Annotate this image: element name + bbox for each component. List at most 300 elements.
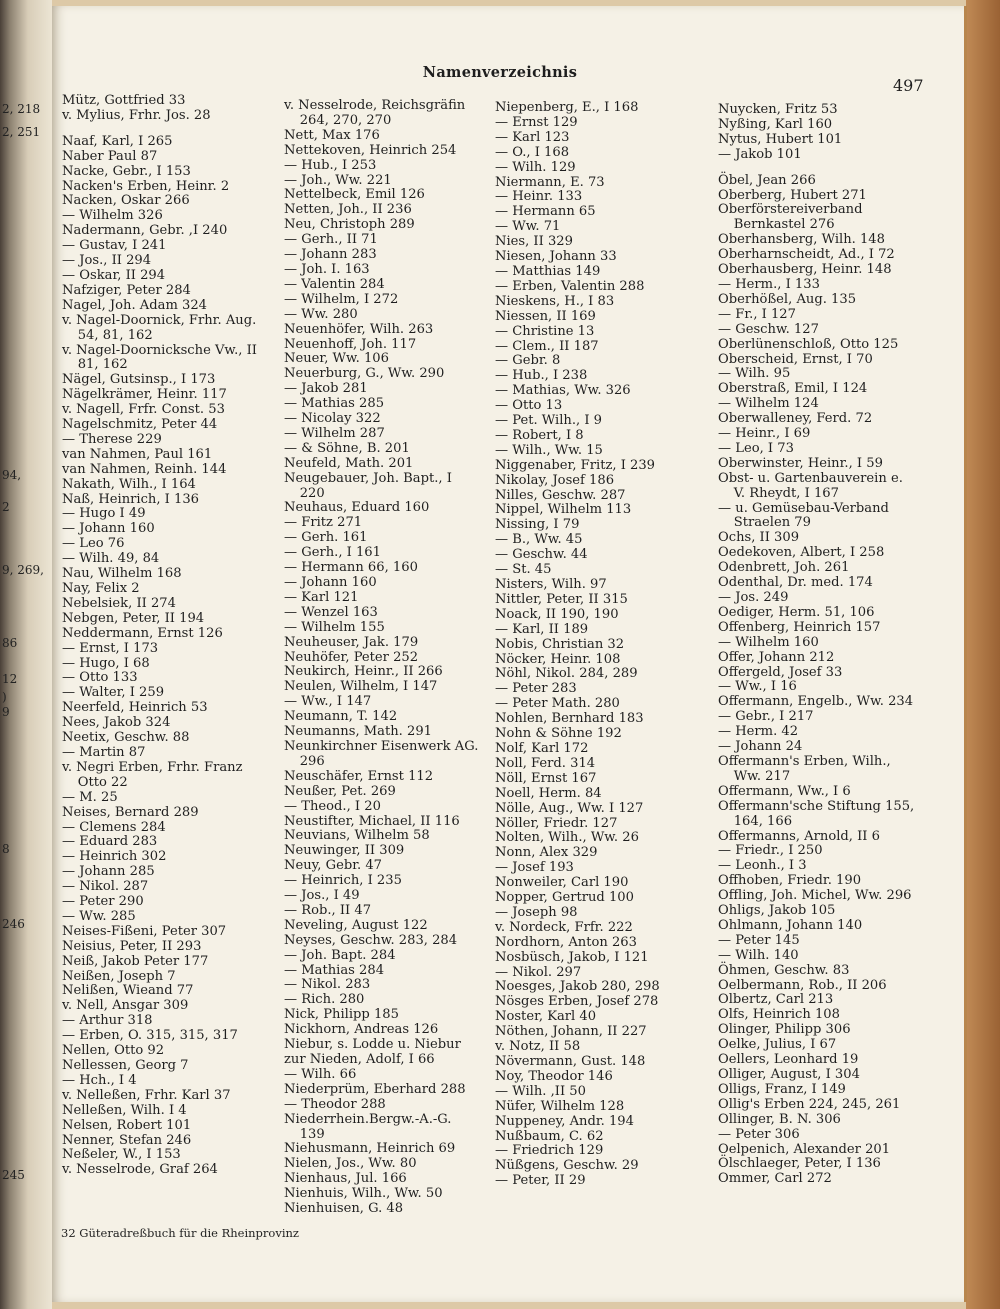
index-entry: Niermann, E. 73 [495, 174, 605, 190]
index-entry: Nagelschmitz, Peter 44 [62, 417, 218, 433]
index-entry: v. Notz, II 58 [495, 1039, 581, 1055]
index-entry: — Heinr. 133 [495, 189, 583, 205]
index-entry: — Joseph 98 [495, 904, 578, 920]
index-entry: — Friedrich 129 [495, 1143, 604, 1159]
index-entry: v. Nordeck, Frfr. 222 [495, 919, 633, 935]
index-entry: Neuenhoff, Joh. 117 [284, 336, 417, 352]
index-entry: Neßeler, W., I 153 [62, 1147, 181, 1163]
index-entry: — Theod., I 20 [284, 798, 381, 814]
index-entry: Nöll, Ernst 167 [495, 770, 597, 786]
index-entry: — Leonh., I 3 [718, 858, 807, 874]
index-entry: Niggenaber, Fritz, I 239 [495, 457, 656, 473]
index-entry: Nisters, Wilh. 97 [495, 577, 607, 592]
index-entry: Nonn, Alex 329 [495, 845, 598, 861]
index-entry: — Arthur 318 [62, 1013, 153, 1029]
index-entry: Offermanns, Arnold, II 6 [718, 828, 880, 844]
index-entry: — Nikol. 297 [495, 964, 582, 980]
index-entry: — Joh. I. 163 [284, 261, 370, 277]
index-entry: Nüßgens, Geschw. 29 [495, 1158, 639, 1174]
index-entry: Neuy, Gebr. 47 [284, 858, 383, 874]
index-entry: Neugebauer, Joh. Bapt., I 220 [284, 470, 452, 501]
index-entry: Oberscheid, Ernst, I 70 [718, 351, 873, 367]
index-entry: v. Nesselrode, Reichsgräfin 264, 270, 270 [284, 98, 466, 128]
index-entry: Niebur, s. Lodde u. Niebur [284, 1037, 461, 1053]
page-footer [61, 1226, 299, 1240]
index-entry: Offer, Johann 212 [718, 649, 835, 665]
index-entry: Nuycken, Fritz 53 [718, 102, 838, 117]
index-entry: Neißen, Joseph 7 [62, 968, 176, 984]
index-entry: van Nahmen, Reinh. 144 [62, 461, 227, 477]
index-column-2 [284, 99, 480, 1217]
index-entry: Öhmen, Geschw. 83 [718, 962, 850, 978]
index-entry: — Heinrich 302 [62, 849, 167, 865]
index-entry: Offhoben, Friedr. 190 [718, 873, 862, 889]
index-entry: Ölschlaeger, Peter, I 136 [718, 1156, 881, 1172]
previous-page-edge [0, 0, 52, 1309]
index-entry: Niessen, II 169 [495, 308, 596, 324]
index-entry: Neuhaus, Eduard 160 [284, 500, 430, 516]
index-entry: — Johann 160 [284, 575, 377, 590]
index-entry: — Wilh., Ww. 15 [495, 442, 603, 458]
index-entry: Növermann, Gust. 148 [495, 1054, 646, 1069]
index-entry: Nytus, Hubert 101 [718, 131, 843, 147]
index-entry: Offenberg, Heinrich 157 [718, 619, 881, 635]
index-entry: Naß, Heinrich, I 136 [62, 491, 199, 507]
index-entry: v. Nagel-Doornicksche Vw., II 81, 162 [62, 342, 257, 373]
footer-title: Güteradreßbuch für die Rheinprovinz [79, 1226, 299, 1240]
index-column-1 [62, 94, 272, 1178]
index-entry: Nohlen, Bernhard 183 [495, 711, 644, 727]
index-entry: — M. 25 [62, 789, 118, 805]
index-entry: — Gerh., II 71 [284, 232, 378, 248]
index-entry: v. Nell, Ansgar 309 [62, 998, 189, 1014]
index-entry: Oberstraß, Emil, I 124 [718, 381, 868, 397]
index-entry: Nieskens, H., I 83 [495, 293, 615, 309]
index-entry: Nägelkrämer, Heinr. 117 [62, 387, 227, 403]
index-entry: Odenthal, Dr. med. 174 [718, 575, 873, 591]
index-entry: Offling, Joh. Michel, Ww. 296 [718, 888, 912, 904]
index-entry: Niederrhein.Bergw.-A.-G. 139 [284, 1111, 452, 1142]
index-entry: Ollig's Erben 224, 245, 261 [718, 1096, 901, 1112]
index-entry: — Eduard 283 [62, 834, 158, 850]
index-entry: — Gebr., I 217 [718, 709, 814, 725]
index-entry: — O., I 168 [495, 144, 570, 160]
index-entry: — Josef 193 [495, 860, 574, 876]
page-header: Namenverzeichnis [422, 64, 578, 81]
index-entry: Noy, Theodor 146 [495, 1068, 613, 1084]
index-entry: Nett, Max 176 [284, 127, 380, 143]
previous-page-fragment: 94, [2, 468, 22, 482]
index-entry: — Johann 160 [62, 521, 155, 537]
index-entry: van Nahmen, Paul 161 [62, 446, 213, 462]
index-entry: — Hub., I 238 [495, 368, 588, 384]
index-entry: Neetix, Geschw. 88 [62, 730, 190, 746]
index-entry: Neumann, T. 142 [284, 709, 398, 725]
index-entry: Ollinger, B. N. 306 [718, 1111, 841, 1127]
index-entry: — Wilhelm 155 [284, 619, 385, 635]
index-entry: — Wilhelm 160 [718, 634, 819, 650]
index-entry: Nuppeney, Andr. 194 [495, 1113, 634, 1129]
index-entry: Neuerburg, G., Ww. 290 [284, 366, 445, 382]
index-entry: v. Nelleßen, Frhr. Karl 37 [62, 1087, 231, 1103]
index-entry: Ochs, II 309 [718, 530, 800, 546]
index-entry: Nelleßen, Wilh. I 4 [62, 1102, 187, 1118]
index-entry: Noster, Karl 40 [495, 1009, 597, 1025]
index-entry: — Pet. Wilh., I 9 [495, 413, 603, 429]
index-entry: — Mathias 284 [284, 962, 385, 978]
index-entry: Neuer, Ww. 106 [284, 351, 389, 367]
index-entry: — Wilh. 129 [495, 159, 576, 175]
index-entry: Nösges Erben, Josef 278 [495, 994, 659, 1010]
previous-page-fragment: 86 [2, 636, 18, 650]
index-entry: — Jos., II 294 [62, 253, 152, 269]
index-entry: — Leo, I 73 [718, 440, 794, 456]
index-entry: — Wilh. 140 [718, 947, 799, 963]
index-entry: Oelbermann, Rob., II 206 [718, 977, 887, 993]
index-entry: Nöcker, Heinr. 108 [495, 651, 621, 667]
index-entry: Neukirch, Heinr., II 266 [284, 664, 443, 680]
index-entry: Nippel, Wilhelm 113 [495, 502, 632, 518]
index-entry: — Ww. 285 [62, 908, 136, 924]
index-entry: — Geschw. 127 [718, 321, 819, 337]
index-entry: — Ernst 129 [495, 114, 578, 130]
index-entry: Nyßing, Karl 160 [718, 116, 833, 132]
footer-signature: 32 [61, 1226, 76, 1240]
index-entry: — Wilh. 95 [718, 366, 791, 382]
page-number: 497 [893, 76, 924, 95]
index-entry: Nohn & Söhne 192 [495, 726, 622, 742]
index-entry: v. Nagell, Frfr. Const. 53 [62, 402, 225, 418]
previous-page-fragment: 9 [2, 705, 10, 719]
index-entry: Nienhuisen, G. 48 [284, 1201, 404, 1217]
index-entry: — Clem., II 187 [495, 338, 599, 354]
index-entry: Olligs, Franz, I 149 [718, 1081, 846, 1097]
index-entry: Oberwalleney, Ferd. 72 [718, 411, 873, 427]
index-entry: Neisius, Peter, II 293 [62, 938, 202, 954]
index-entry: Oedekoven, Albert, I 258 [718, 545, 885, 561]
index-entry: — Gustav, I 241 [62, 238, 167, 254]
index-entry: Nägel, Gutsinsp., I 173 [62, 372, 216, 388]
index-entry: — Robert, I 8 [495, 427, 584, 443]
index-entry: Nordhorn, Anton 263 [495, 934, 637, 950]
index-entry: — Matthias 149 [495, 263, 601, 279]
index-entry: Nick, Philipp 185 [284, 1007, 399, 1023]
index-entry: — Valentin 284 [284, 276, 385, 292]
index-entry: — Geschw. 44 [495, 547, 588, 563]
index-entry: v. Mylius, Frhr. Jos. 28 [62, 107, 211, 123]
index-entry: Neuvians, Wilhelm 58 [284, 828, 430, 844]
index-entry: — Heinrich, I 235 [284, 873, 402, 889]
index-entry: — Hermann 66, 160 [284, 560, 418, 576]
index-entry: v. Negri Erben, Frhr. Franz Otto 22 [62, 759, 243, 790]
index-entry: Niederprüm, Eberhard 288 [284, 1081, 466, 1097]
index-entry: Nissing, I 79 [495, 517, 580, 533]
index-entry: Nonweiler, Carl 190 [495, 875, 629, 891]
index-entry: Neyses, Geschw. 283, 284 [284, 932, 458, 948]
index-entry: Neveling, August 122 [284, 917, 428, 933]
index-entry: — Leo 76 [62, 536, 125, 552]
index-entry: Nielen, Jos., Ww. 80 [284, 1156, 417, 1172]
index-entry: Noesges, Jakob 280, 298 [495, 979, 660, 995]
index-entry: Nöller, Friedr. 127 [495, 815, 618, 831]
index-entry: — Erben, Valentin 288 [495, 278, 645, 294]
index-entry: — Walter, I 259 [62, 685, 165, 701]
index-entry: Neunkirchner Eisenwerk AG. 296 [284, 738, 479, 769]
index-entry: — Erben, O. 315, 315, 317 [62, 1028, 238, 1044]
index-column-4 [718, 103, 916, 1187]
index-entry: Ommer, Carl 272 [718, 1171, 832, 1187]
index-entry: Nellen, Otto 92 [62, 1043, 165, 1059]
index-entry: Nakath, Wilh., I 164 [62, 476, 196, 492]
index-entry: Nienhaus, Jul. 166 [284, 1171, 407, 1187]
index-entry: Noll, Ferd. 314 [495, 755, 596, 771]
index-entry: — Mathias, Ww. 326 [495, 383, 631, 399]
index-entry: Nelißen, Wieand 77 [62, 983, 194, 999]
index-entry: Nolten, Wilh., Ww. 26 [495, 830, 639, 846]
index-entry: — Gebr. 8 [495, 353, 561, 369]
index-entry: Oberharnscheidt, Ad., I 72 [718, 247, 895, 263]
index-entry: — Peter 283 [495, 681, 577, 697]
index-entry: — Karl 123 [495, 129, 570, 145]
index-entry: Neußer, Pet. 269 [284, 783, 396, 799]
index-entry: Nadermann, Gebr. ,I 240 [62, 223, 228, 239]
index-entry: Niesen, Johann 33 [495, 249, 617, 265]
index-entry: — Joh. Bapt. 284 [284, 947, 396, 963]
index-entry: — Peter Math. 280 [495, 696, 620, 712]
index-entry: Olfs, Heinrich 108 [718, 1007, 840, 1023]
index-entry: Nickhorn, Andreas 126 [284, 1022, 439, 1038]
index-entry: — Clemens 284 [62, 819, 166, 835]
index-entry: Obst- u. Gartenbauverein e. V. Rheydt, I 167 [718, 470, 903, 501]
index-entry: v. Nagel-Doornick, Frhr. Aug. 54, 81, 162 [62, 312, 257, 343]
index-entry: — Ww. 71 [495, 219, 561, 235]
index-entry: — Johann 285 [62, 864, 155, 880]
previous-page-fragment: 2 [2, 500, 10, 514]
index-entry: Netten, Joh., II 236 [284, 202, 412, 218]
index-entry: Neuenhöfer, Wilh. 263 [284, 321, 434, 337]
index-entry: — Peter 145 [718, 932, 800, 948]
index-entry: — Hch., I 4 [62, 1072, 137, 1088]
previous-page-fragment: 246 [2, 917, 25, 931]
index-entry: Offermann'sche Stiftung 155, 164, 166 [718, 798, 915, 829]
index-entry: — Herm., I 133 [718, 276, 820, 292]
index-entry: zur Nieden, Adolf, I 66 [284, 1052, 435, 1067]
index-entry: — B., Ww. 45 [495, 532, 583, 548]
index-entry: Olbertz, Carl 213 [718, 992, 834, 1008]
previous-page-fragment: 12 [2, 672, 18, 686]
index-entry: — Wilhelm 124 [718, 396, 819, 412]
index-entry: Nobis, Christian 32 [495, 636, 625, 652]
index-entry: Ohlmann, Johann 140 [718, 917, 863, 933]
index-entry: — St. 45 [495, 562, 552, 578]
index-entry: Neuschäfer, Ernst 112 [284, 768, 434, 784]
index-entry: Offergeld, Josef 33 [718, 664, 843, 680]
index-entry: Ohligs, Jakob 105 [718, 903, 836, 919]
index-entry: — Nikol. 283 [284, 977, 371, 993]
index-entry: — Rich. 280 [284, 992, 365, 1008]
index-entry: Oediger, Herm. 51, 106 [718, 604, 875, 620]
previous-page-fragment: 9, 269, [2, 563, 44, 577]
index-entry: Nafziger, Peter 284 [62, 282, 191, 298]
index-entry: Nay, Felix 2 [62, 581, 140, 596]
index-entry: — Karl 121 [284, 589, 359, 605]
index-entry: Noack, II 190, 190 [495, 606, 619, 622]
index-entry: Niepenberg, E., I 168 [495, 100, 639, 115]
index-entry: — Johann 283 [284, 247, 377, 263]
letter-gap [718, 163, 916, 174]
index-column-3 [495, 101, 695, 1189]
index-entry: — u. Gemüsebau-Verband Straelen 79 [718, 500, 889, 531]
index-entry: Oberförstereiverband Bernkastel 276 [718, 202, 863, 233]
index-entry: — Christine 13 [495, 323, 595, 339]
index-entry: — Nicolay 322 [284, 411, 381, 427]
index-entry: Neulen, Wilhelm, I 147 [284, 679, 438, 695]
index-entry: Nelsen, Robert 101 [62, 1117, 192, 1133]
index-entry: Nacken's Erben, Heinr. 2 [62, 178, 230, 194]
index-entry: Nagel, Joh. Adam 324 [62, 297, 208, 313]
index-entry: Oberlünenschloß, Otto 125 [718, 336, 899, 352]
index-entry: Noell, Herm. 84 [495, 785, 602, 801]
index-entry: — Wilh. 49, 84 [62, 551, 160, 567]
index-entry: v. Nesselrode, Graf 264 [62, 1162, 218, 1178]
index-entry: — Otto 133 [62, 670, 138, 686]
index-entry: — Jakob 101 [718, 146, 802, 162]
index-entry: Neerfeld, Heinrich 53 [62, 700, 208, 716]
book-cover-edge [966, 0, 1000, 1309]
index-entry: Nees, Jakob 324 [62, 715, 171, 731]
index-entry: — Jos. 249 [718, 590, 789, 605]
index-entry: — Ww., I 147 [284, 694, 372, 710]
index-entry: — Jos., I 49 [284, 888, 360, 904]
index-entry: Oberhansberg, Wilh. 148 [718, 232, 885, 248]
index-entry: — Wilh. ,II 50 [495, 1083, 586, 1099]
index-entry: — Ww. 280 [284, 306, 358, 322]
index-entry: — Fr., I 127 [718, 306, 796, 322]
index-entry: — Peter, II 29 [495, 1173, 586, 1189]
index-entry: — Karl, II 189 [495, 621, 589, 637]
index-entry: Neustifter, Michael, II 116 [284, 813, 460, 829]
index-entry: — Wilh. 66 [284, 1066, 357, 1082]
index-entry: Öbel, Jean 266 [718, 172, 816, 188]
index-entry: Neufeld, Math. 201 [284, 455, 414, 471]
index-entry: — Martin 87 [62, 744, 146, 760]
previous-page-fragment: 8 [2, 842, 10, 856]
index-entry: — Rob., II 47 [284, 902, 372, 918]
index-entry: Naber Paul 87 [62, 148, 158, 164]
index-entry: Neuheuser, Jak. 179 [284, 634, 419, 650]
index-entry: — Ernst, I 173 [62, 640, 159, 656]
index-entry: Neiß, Jakob Peter 177 [62, 953, 209, 969]
index-entry: Nikolay, Josef 186 [495, 472, 615, 488]
previous-page-fragment: ) [2, 690, 7, 704]
index-entry: Neuwinger, II 309 [284, 843, 405, 859]
index-entry: — Heinr., I 69 [718, 426, 811, 442]
index-entry: Nittler, Peter, II 315 [495, 591, 628, 607]
index-entry: — Hugo, I 68 [62, 655, 150, 671]
index-entry: Nettekoven, Heinrich 254 [284, 142, 457, 158]
previous-page-fragment: 2, 251 [2, 125, 41, 139]
index-entry: Oellers, Leonhard 19 [718, 1052, 859, 1068]
index-entry: Naaf, Karl, I 265 [62, 133, 173, 149]
index-entry: Nacken, Oskar 266 [62, 193, 190, 209]
index-entry: Nienhuis, Wilh., Ww. 50 [284, 1186, 443, 1202]
index-entry: Offermann's Erben, Wilh., Ww. 217 [718, 753, 891, 784]
index-entry: — Mathias 285 [284, 396, 385, 412]
index-entry: — Joh., Ww. 221 [284, 172, 392, 188]
index-entry: — Wenzel 163 [284, 604, 378, 620]
index-entry: Oberwinster, Heinr., I 59 [718, 455, 883, 471]
index-entry: Mütz, Gottfried 33 [62, 93, 186, 108]
index-entry: Oelpenich, Alexander 201 [718, 1141, 891, 1157]
index-entry: Nolf, Karl 172 [495, 740, 589, 756]
index-entry: Oberberg, Hubert 271 [718, 187, 867, 203]
index-entry: — Theodor 288 [284, 1096, 386, 1112]
index-entry: — Peter 306 [718, 1126, 800, 1142]
index-entry: Nies, II 329 [495, 234, 573, 250]
index-entry: Nüfer, Wilhelm 128 [495, 1098, 625, 1114]
index-entry: Niehusmann, Heinrich 69 [284, 1141, 456, 1157]
index-entry: — Jakob 281 [284, 381, 368, 397]
index-entry: Nebgen, Peter, II 194 [62, 610, 205, 626]
index-entry: Nebelsiek, II 274 [62, 595, 176, 611]
index-entry: — Nikol. 287 [62, 879, 149, 895]
index-entry: — Oskar, II 294 [62, 267, 166, 283]
index-entry: Nölle, Aug., Ww. I 127 [495, 800, 644, 816]
index-entry: — Wilhelm 287 [284, 425, 385, 441]
index-entry: Nacke, Gebr., I 153 [62, 163, 191, 179]
index-entry: — Fritz 271 [284, 515, 363, 531]
index-entry: Nau, Wilhelm 168 [62, 566, 182, 582]
index-entry: — Therese 229 [62, 431, 162, 447]
index-entry: — Peter 290 [62, 894, 144, 910]
index-entry: Nöthen, Johann, II 227 [495, 1024, 647, 1040]
index-entry: Olinger, Philipp 306 [718, 1022, 851, 1038]
index-entry: — Hermann 65 [495, 204, 596, 220]
index-entry: Nußbaum, C. 62 [495, 1128, 604, 1144]
index-entry: Nenner, Stefan 246 [62, 1132, 192, 1148]
index-entry: — Hugo I 49 [62, 506, 146, 522]
index-entry: — Friedr., I 250 [718, 843, 823, 859]
index-entry: Oberhößel, Aug. 135 [718, 291, 857, 307]
index-entry: — Otto 13 [495, 398, 563, 414]
index-entry: — Hub., I 253 [284, 157, 377, 173]
index-entry: Nettelbeck, Emil 126 [284, 187, 425, 203]
index-entry: Neu, Christoph 289 [284, 217, 415, 233]
index-entry: Olliger, August, I 304 [718, 1067, 860, 1082]
index-entry: Neuhöfer, Peter 252 [284, 649, 419, 665]
previous-page-fragment: 245 [2, 1168, 25, 1182]
index-entry: — Johann 24 [718, 739, 803, 755]
index-entry: Nopper, Gertrud 100 [495, 890, 634, 906]
index-entry: Nellessen, Georg 7 [62, 1058, 189, 1073]
index-entry: — Ww., I 16 [718, 679, 797, 695]
index-entry: — Gerh. 161 [284, 530, 368, 546]
index-entry: — Herm. 42 [718, 724, 799, 740]
index-entry: — Wilhelm 326 [62, 208, 163, 224]
index-entry: Neumanns, Math. 291 [284, 724, 432, 740]
index-entry: Oelke, Julius, I 67 [718, 1037, 837, 1053]
index-entry: — Wilhelm, I 272 [284, 291, 399, 307]
index-entry: — Gerh., I 161 [284, 545, 381, 561]
index-entry: Odenbrett, Joh. 261 [718, 560, 850, 576]
index-entry: Neises, Bernard 289 [62, 804, 199, 820]
index-entry: — & Söhne, B. 201 [284, 440, 410, 456]
index-entry: Nöhl, Nikol. 284, 289 [495, 666, 638, 682]
index-entry: Nilles, Geschw. 287 [495, 487, 626, 503]
index-entry: Oberhausberg, Heinr. 148 [718, 262, 892, 278]
index-entry: Neddermann, Ernst 126 [62, 625, 223, 641]
index-entry: Offermann, Ww., I 6 [718, 783, 851, 799]
